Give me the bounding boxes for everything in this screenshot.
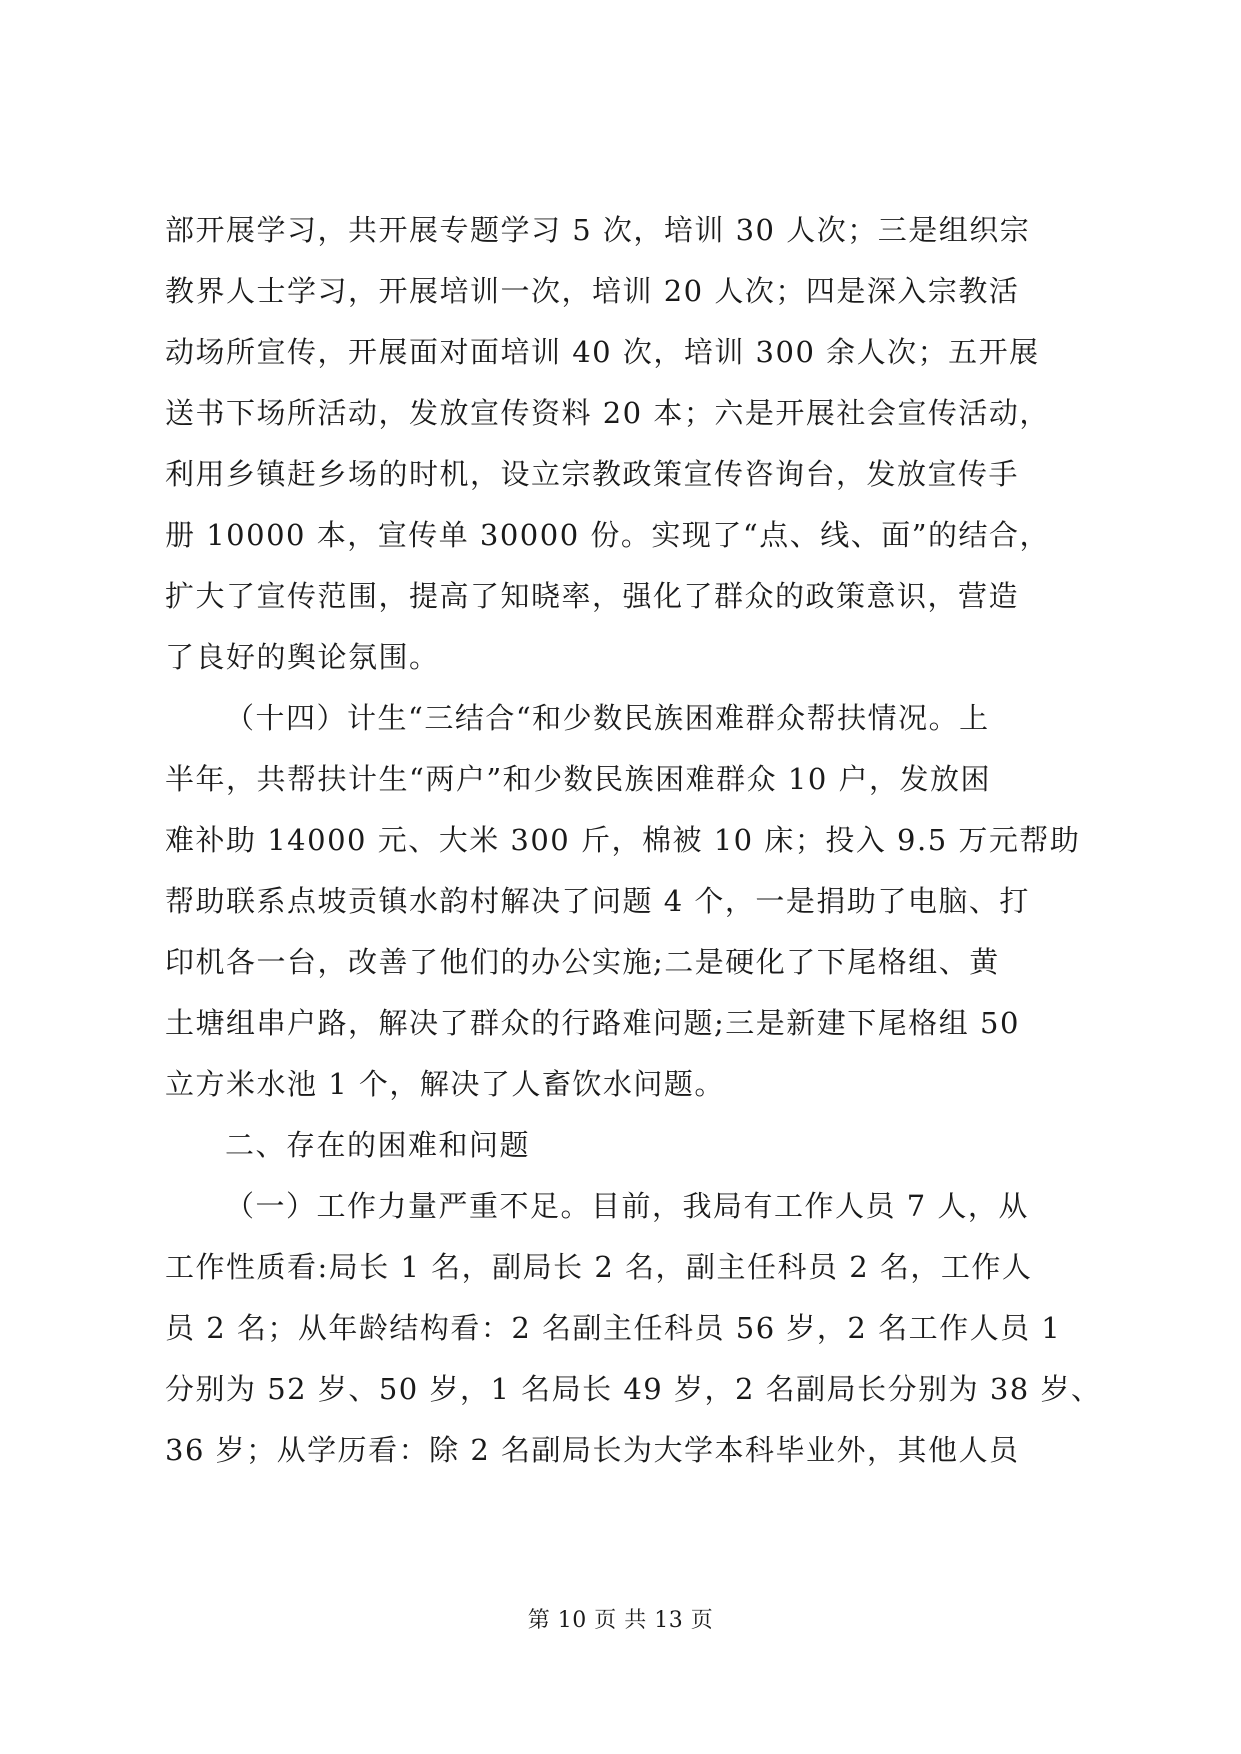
text-line: 分别为 52 岁、50 岁，1 名局长 49 岁，2 名副局长分别为 38 岁、 xyxy=(165,1372,1102,1406)
text-line: 难补助 14000 元、大米 300 斤，棉被 10 床；投入 9.5 万元帮助 xyxy=(165,823,1081,857)
section-heading: 二、存在的困难和问题 xyxy=(225,1128,531,1162)
text-line: 立方米水池 1 个，解决了人畜饮水问题。 xyxy=(165,1067,725,1101)
text-line: 教界人士学习，开展培训一次，培训 20 人次；四是深入宗教活 xyxy=(165,274,1020,308)
text-line: 土塘组串户路，解决了群众的行路难问题;三是新建下尾格组 50 xyxy=(165,1006,1020,1040)
document-body xyxy=(165,200,1102,1481)
text-line: 利用乡镇赶乡场的时机，设立宗教政策宣传咨询台，发放宣传手 xyxy=(165,457,1020,491)
text-line: 半年，共帮扶计生“两户”和少数民族困难群众 10 户，发放困 xyxy=(165,762,991,796)
text-line: 36 岁；从学历看：除 2 名副局长为大学本科毕业外，其他人员 xyxy=(165,1433,1020,1467)
text-line: 工作性质看:局长 1 名，副局长 2 名，副主任科员 2 名，工作人 xyxy=(165,1250,1033,1284)
text-line: 员 2 名；从年龄结构看：2 名副主任科员 56 岁，2 名工作人员 1 xyxy=(165,1311,1062,1345)
page-number-footer: 第 10 页 共 13 页 xyxy=(527,1608,714,1633)
text-line: 动场所宣传，开展面对面培训 40 次，培训 300 余人次；五开展 xyxy=(165,335,1040,369)
text-line: 了良好的舆论氛围。 xyxy=(165,640,440,674)
text-line: 送书下场所活动，发放宣传资料 20 本；六是开展社会宣传活动， xyxy=(165,396,1050,430)
paragraph-start-line: （十四）计生“三结合“和少数民族困难群众帮扶情况。上 xyxy=(225,701,990,735)
text-line: 扩大了宣传范围，提高了知晓率，强化了群众的政策意识，营造 xyxy=(165,579,1020,613)
text-line: 册 10000 本，宣传单 30000 份。实现了“点、线、面”的结合， xyxy=(165,518,1051,552)
text-line: 部开展学习，共开展专题学习 5 次，培训 30 人次；三是组织宗 xyxy=(165,213,1031,247)
paragraph-start-line: （一）工作力量严重不足。目前，我局有工作人员 7 人，从 xyxy=(225,1189,1029,1223)
text-line: 印机各一台，改善了他们的办公实施;二是硬化了下尾格组、黄 xyxy=(165,945,1000,979)
text-line: 帮助联系点坡贡镇水韵村解决了问题 4 个，一是捐助了电脑、打 xyxy=(165,884,1030,918)
